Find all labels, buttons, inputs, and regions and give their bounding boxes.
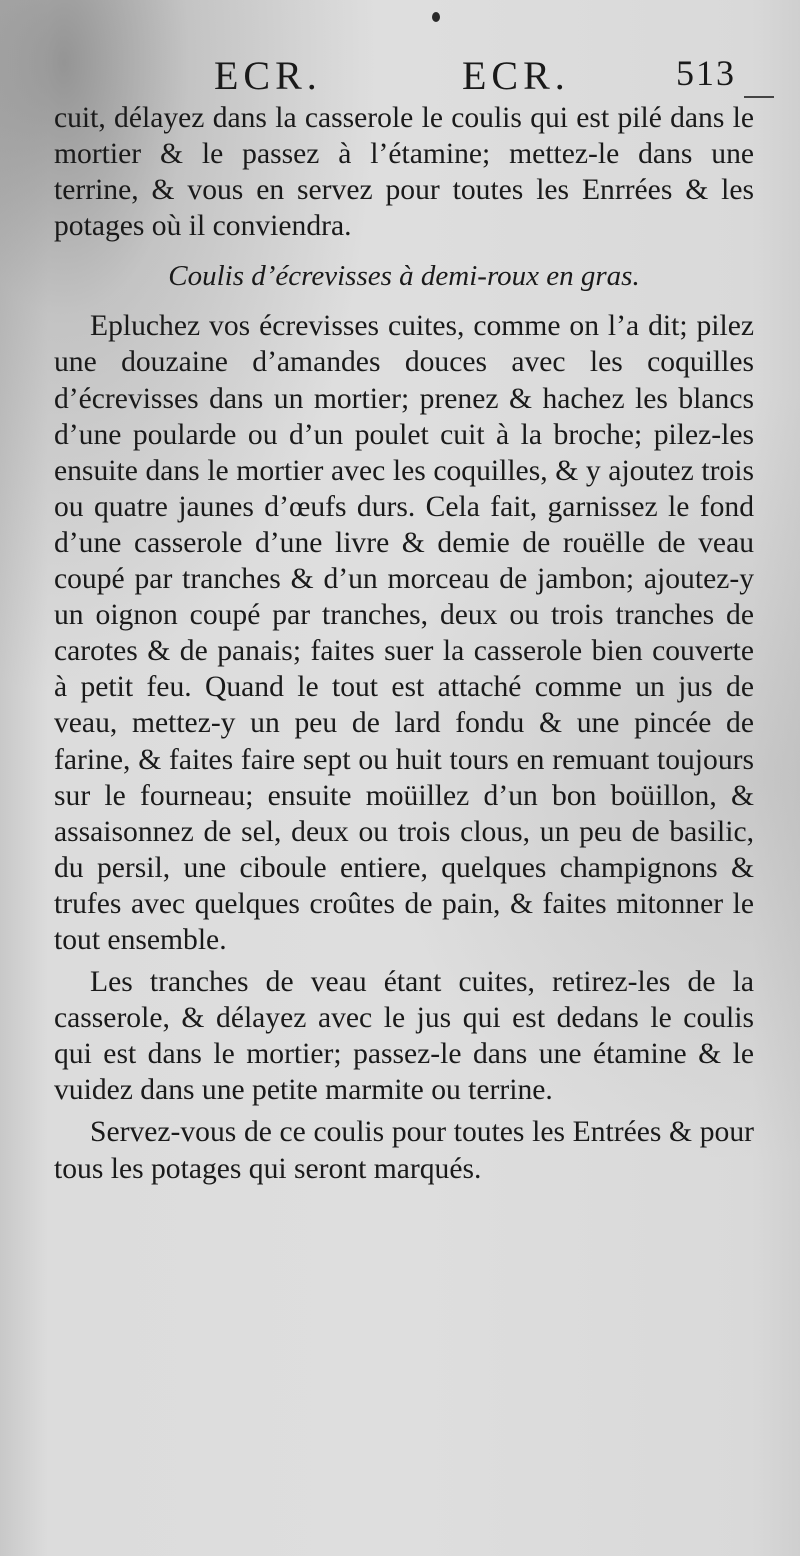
header-dash bbox=[744, 96, 774, 98]
ink-dot-mark bbox=[432, 12, 440, 22]
page-text bbox=[54, 100, 754, 1187]
paragraph-continued: cuit, délayez dans la casserole le coulis qui est pilé dans le mortier & le passez à l’étamine; mettez-le dans une terrine, & vous en servez pour toutes les Enrrées & les potages où il conviendra. bbox=[54, 102, 754, 243]
header-center-word: ECR. bbox=[462, 53, 570, 98]
paragraph-recipe: Epluchez vos écrevisses cuites, comme on l’a dit; pilez une douzaine d’amandes douces avec les coquilles d’écrevisses dans un mortier; prenez & hachez les blancs d’une poularde ou d’un poulet cuit à la broche; pilez-les ensuite dans le mortier avec les coquilles, & y ajoutez trois ou quatre jaunes d’œufs durs. Cela fait, garnissez le fond d’une casserole d’une livre & demie de rouëlle de veau coupé par tranches & d’un morceau de jambon; ajoutez-y un oignon coupé par tranches, deux ou trois tranches de carotes & de panais; faites suer la casserole bien couverte à petit feu. Quand le tout est attaché comme un jus de veau, mettez-y un peu de lard fondu & une pincée de farine, & faites faire sept ou huit tours en remuant toujours sur le fourneau; ensuite moüillez d’un bon boüillon, & assaisonnez de sel, deux ou trois clous, un peu de basilic, du persil, une ciboule entiere, quelques champignons & trufes avec quelques croûtes de pain, & faites mitonner le tout ensemble. bbox=[54, 310, 754, 956]
header-left-word: ECR. bbox=[214, 53, 322, 98]
running-header bbox=[54, 48, 754, 100]
section-heading: Coulis d’écrevisses à demi-roux en gras. bbox=[168, 260, 640, 293]
page-number: 513 bbox=[676, 53, 736, 93]
paragraph-serve: Servez-vous de ce coulis pour toutes les Entrées & pour tous les potages qui seront marqués. bbox=[54, 1116, 754, 1185]
paragraph-veal: Les tranches de veau étant cuites, retirez-les de la casserole, & délayez avec le jus qui est dedans le coulis qui est dans le mortier; passez-le dans une étamine & le vuidez dans une petite marmite ou terrine. bbox=[54, 966, 754, 1107]
